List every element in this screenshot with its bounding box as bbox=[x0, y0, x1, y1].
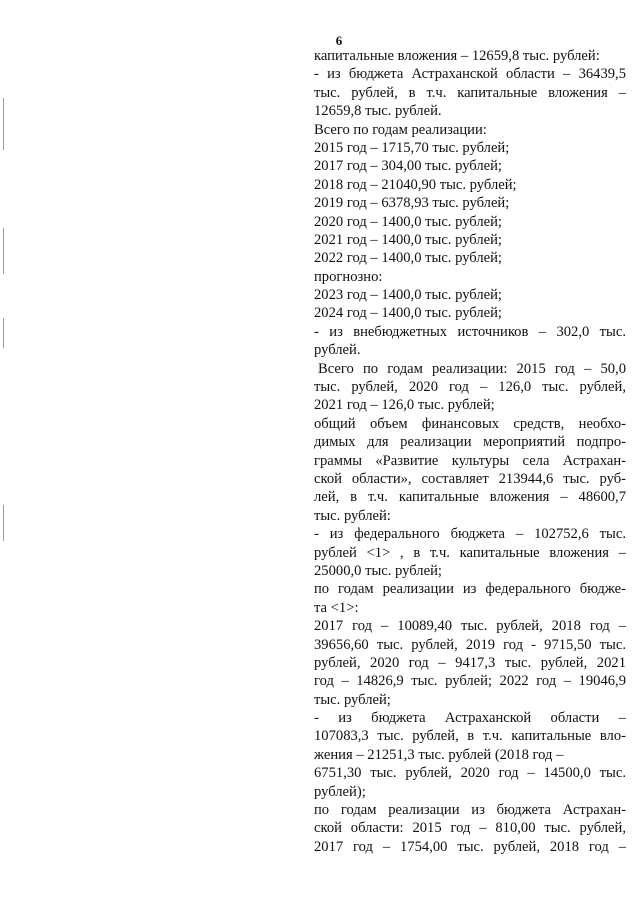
text-line: тыс. рублей: bbox=[314, 507, 391, 524]
text-line: 2019 год – 6378,93 тыс. рублей; bbox=[314, 195, 510, 212]
scan-edge-mark bbox=[3, 505, 4, 541]
scan-edge-mark bbox=[3, 318, 4, 348]
scan-edge-mark bbox=[3, 228, 4, 274]
text-line: 2015 год – 1715,70 тыс. рублей; bbox=[314, 139, 510, 156]
text-line: тыс. рублей, 2020 год – 126,0 тыс. рублей, bbox=[314, 379, 626, 396]
text-line: 2017 год – 10089,40 тыс. рублей, 2018 год – bbox=[314, 618, 626, 635]
text-line: прогнозно: bbox=[314, 268, 383, 285]
text-line: ской области», составляет 213944,6 тыс. руб- bbox=[314, 470, 626, 487]
text-line: рублей. bbox=[314, 342, 361, 359]
text-line: общий объем финансовых средств, необхо- bbox=[314, 415, 626, 432]
text-line: год – 14826,9 тыс. рублей; 2022 год – 19046,9 bbox=[314, 673, 626, 690]
text-line: граммы «Развитие культуры села Астрахан- bbox=[314, 452, 626, 469]
text-line: 6751,30 тыс. рублей, 2020 год – 14500,0 тыс. bbox=[314, 765, 626, 782]
text-line: 39656,60 тыс. рублей, 2019 год - 9715,50 тыс. bbox=[314, 636, 626, 653]
text-line: тыс. рублей, в т.ч. капитальные вложения – bbox=[314, 84, 626, 101]
text-line: - из бюджета Астраханской области – 36439,5 bbox=[314, 66, 626, 83]
text-line: 2018 год – 21040,90 тыс. рублей; bbox=[314, 176, 517, 193]
text-line: капитальные вложения – 12659,8 тыс. рублей: bbox=[314, 48, 600, 64]
text-line: 107083,3 тыс. рублей, в т.ч. капитальные вло- bbox=[314, 728, 626, 745]
text-line: 2023 год – 1400,0 тыс. рублей; bbox=[314, 287, 502, 304]
text-line: рублей); bbox=[314, 783, 366, 800]
text-line: 25000,0 тыс. рублей; bbox=[314, 562, 442, 579]
text-line: - из федерального бюджета – 102752,6 тыс. bbox=[314, 526, 626, 543]
text-line: - из бюджета Астраханской области – bbox=[314, 710, 626, 727]
text-line: та <1>: bbox=[314, 599, 359, 616]
body-text bbox=[314, 47, 626, 856]
text-line: 2024 год – 1400,0 тыс. рублей; bbox=[314, 305, 502, 322]
text-line: 12659,8 тыс. рублей. bbox=[314, 103, 442, 120]
text-line: 2020 год – 1400,0 тыс. рублей; bbox=[314, 213, 502, 230]
text-line: рублей, 2020 год – 9417,3 тыс. рублей, 2021 bbox=[314, 654, 626, 671]
text-line: рублей <1> , в т.ч. капитальные вложения – bbox=[314, 544, 626, 561]
text-line: Всего по годам реализации: 2015 год – 50,0 bbox=[318, 360, 626, 377]
text-line: 2017 год – 1754,00 тыс. рублей, 2018 год – bbox=[314, 838, 626, 855]
text-line: димых для реализации мероприятий подпро- bbox=[314, 434, 626, 451]
text-line: лей, в т.ч. капитальные вложения – 48600,7 bbox=[314, 489, 626, 506]
text-line: 2021 год – 126,0 тыс. рублей; bbox=[314, 397, 495, 414]
text-line: 2017 год – 304,00 тыс. рублей; bbox=[314, 158, 502, 175]
text-line: Всего по годам реализации: bbox=[314, 121, 487, 138]
text-line: 2021 год – 1400,0 тыс. рублей; bbox=[314, 231, 502, 248]
text-line: - из внебюджетных источников – 302,0 тыс. bbox=[314, 323, 626, 340]
text-line: по годам реализации из федерального бюдже- bbox=[314, 581, 626, 598]
page-number: 6 bbox=[335, 33, 343, 48]
scan-edge-mark bbox=[3, 98, 4, 150]
text-line: жения – 21251,3 тыс. рублей (2018 год – bbox=[314, 746, 564, 763]
text-line: тыс. рублей; bbox=[314, 691, 391, 708]
text-line: ской области: 2015 год – 810,00 тыс. рублей, bbox=[314, 820, 626, 837]
text-line: 2022 год – 1400,0 тыс. рублей; bbox=[314, 250, 502, 267]
text-line: по годам реализации из бюджета Астрахан- bbox=[314, 802, 626, 819]
